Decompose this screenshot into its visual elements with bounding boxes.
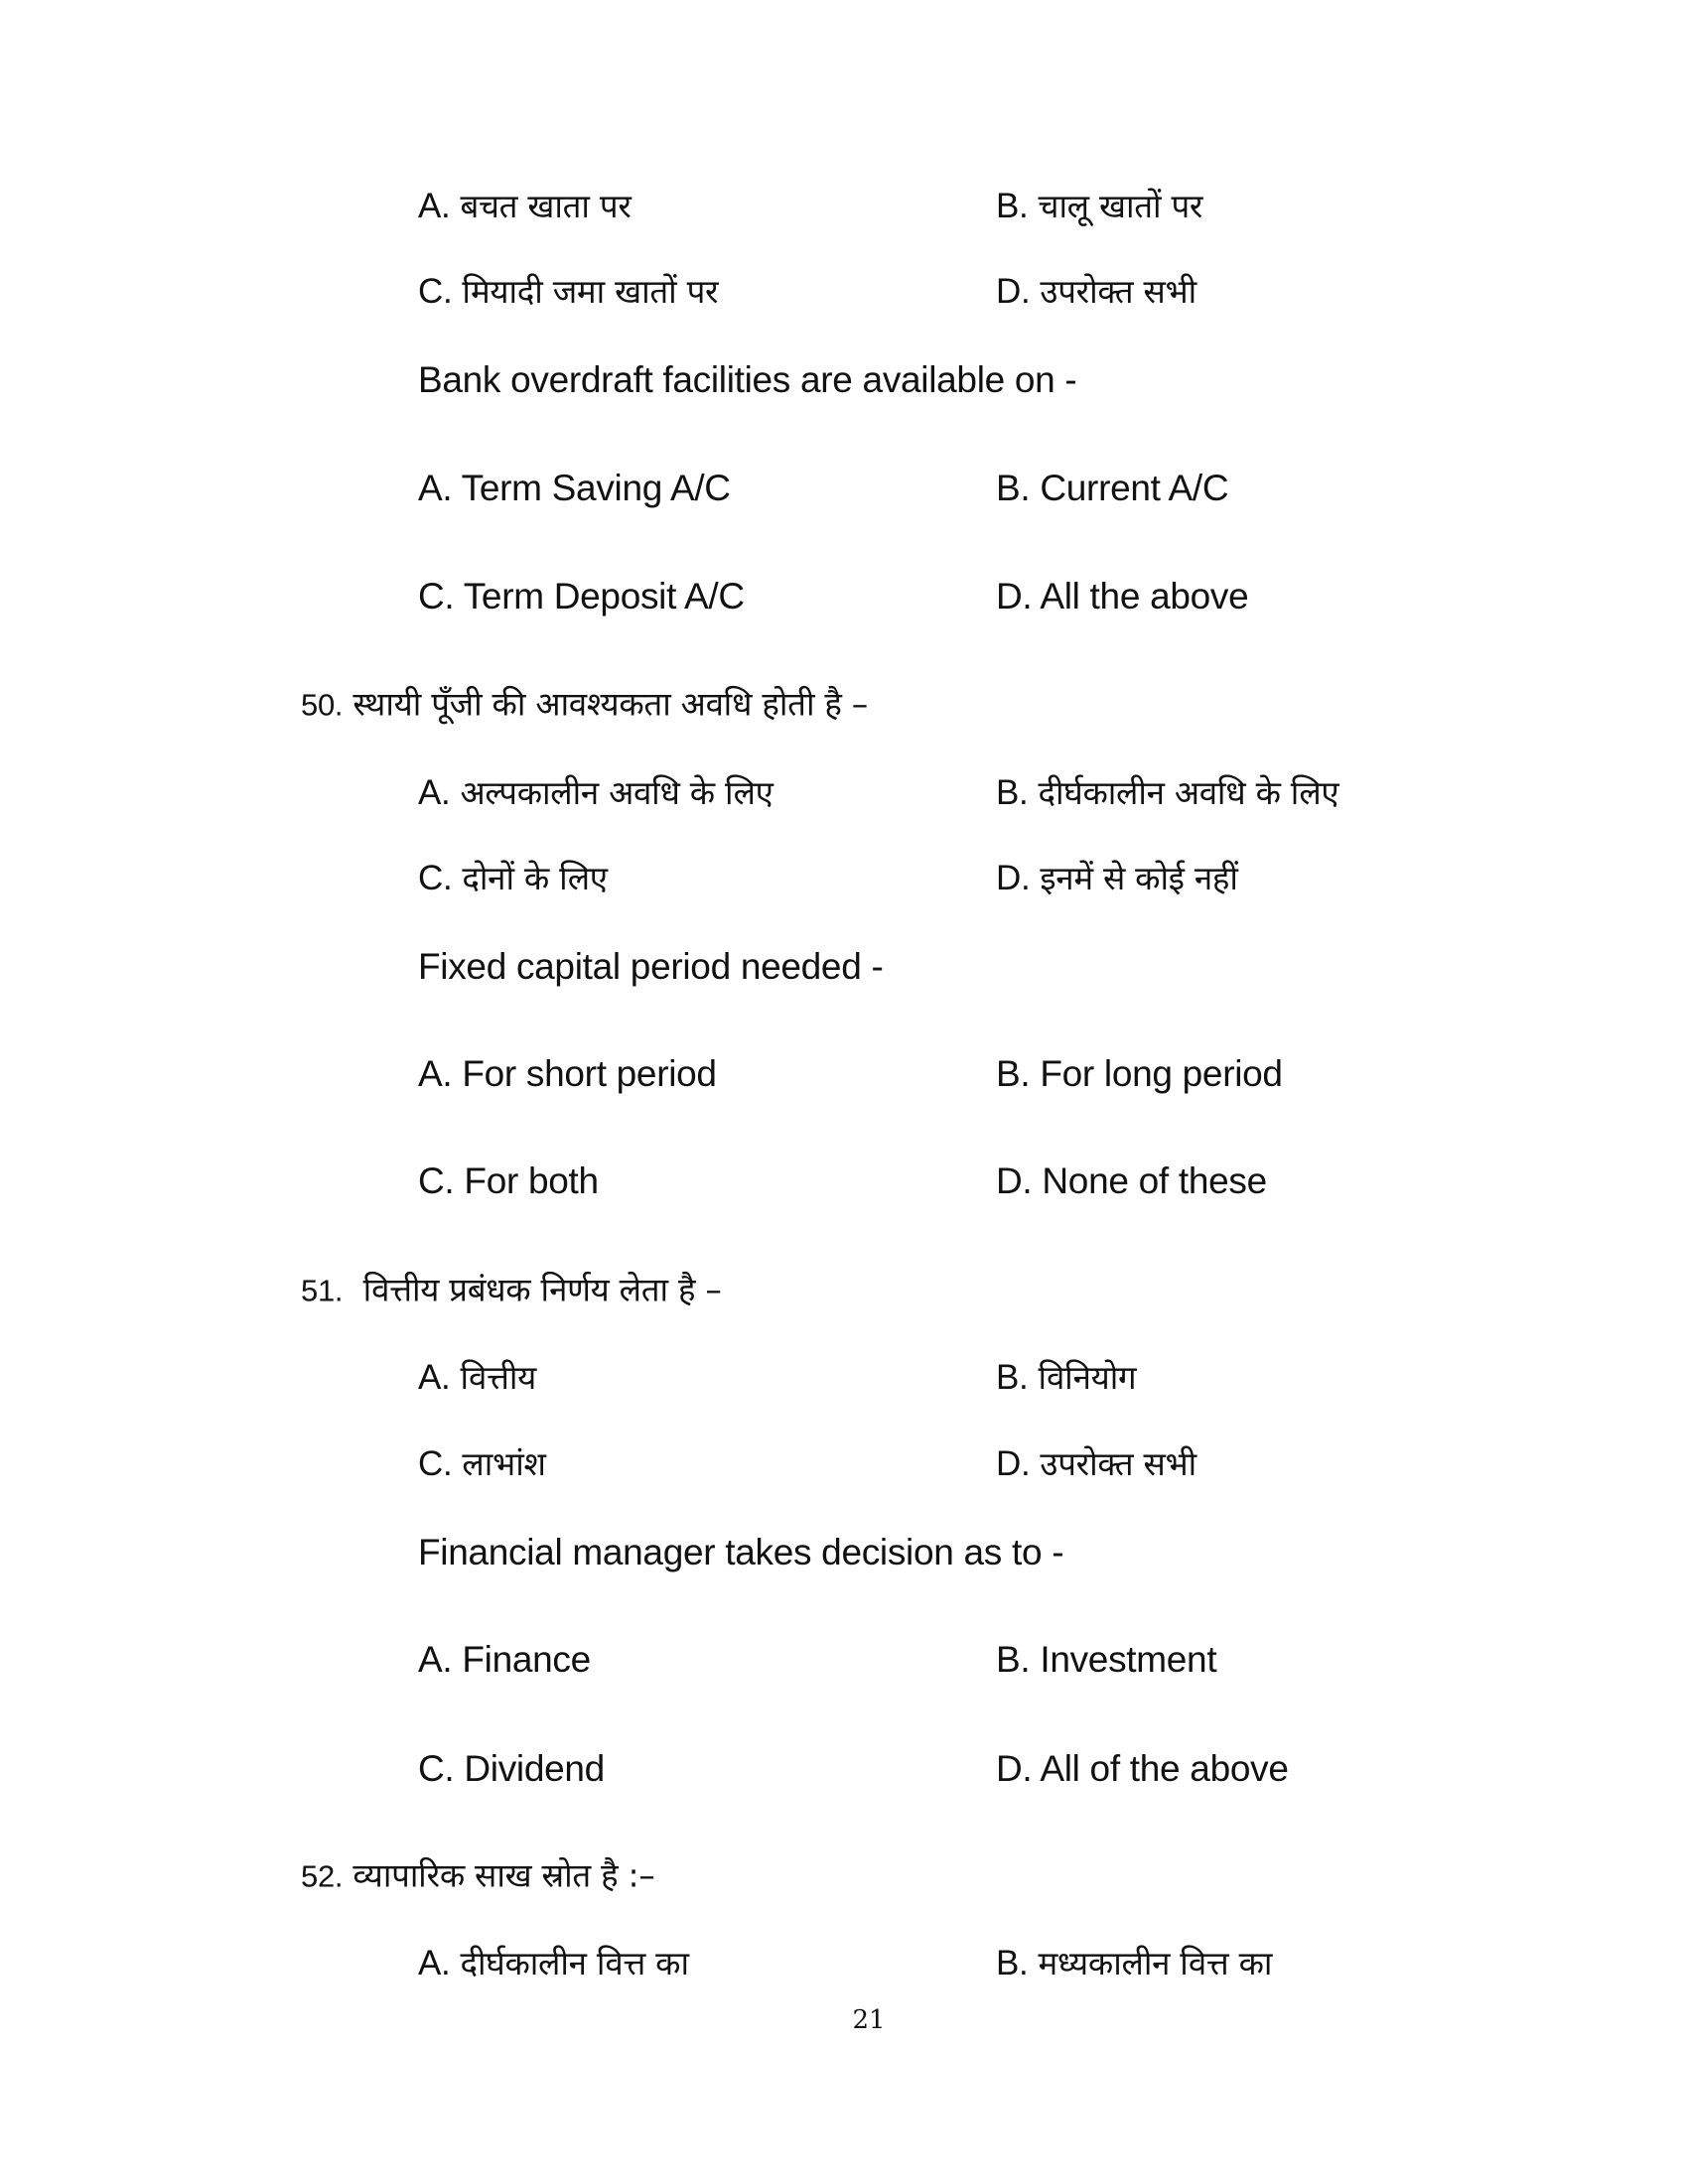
option-text: For both <box>464 1160 599 1201</box>
option-text: इनमें से कोई नहीं <box>1040 859 1238 897</box>
question-number: 51. <box>301 1273 344 1308</box>
q50-option-b-en <box>996 1052 1283 1096</box>
q51-option-c-hi <box>418 1442 546 1486</box>
option-label: D. <box>996 1160 1033 1201</box>
q51-option-a-en <box>418 1638 591 1682</box>
option-text: दोनों के लिए <box>462 859 608 897</box>
q51-option-a-hi <box>418 1356 536 1400</box>
q50-option-c-hi <box>418 857 608 900</box>
option-text: चालू खातों पर <box>1038 187 1203 225</box>
option-text: उपरोक्त सभी <box>1040 272 1196 311</box>
option-text: Investment <box>1040 1639 1217 1680</box>
q50-option-b-hi <box>996 771 1338 815</box>
option-label: B. <box>996 1358 1029 1397</box>
question-number: 52. <box>301 1858 344 1894</box>
question-number: 50. <box>301 687 344 723</box>
option-text: मियादी जमा खातों पर <box>462 272 719 311</box>
q50-option-a-hi <box>418 771 774 815</box>
option-label: A. <box>418 773 451 812</box>
option-text: All of the above <box>1040 1748 1289 1789</box>
q49-option-d-hi <box>996 270 1196 314</box>
q51-option-d-en <box>996 1747 1289 1791</box>
option-label: B. <box>996 468 1031 508</box>
option-label: D. <box>996 859 1031 897</box>
q50-question-en: Fixed capital period needed - <box>418 946 884 987</box>
page-number: 21 <box>852 2005 886 2035</box>
option-label: C. <box>418 1748 455 1789</box>
q50-option-a-en <box>418 1052 717 1096</box>
q49-question-en: Bank overdraft facilities are available on - <box>418 359 1077 400</box>
q49-option-a-en <box>418 467 731 510</box>
option-label: C. <box>418 272 453 311</box>
option-label: B. <box>996 773 1029 812</box>
q49-option-c-hi <box>418 270 718 314</box>
option-label: A. <box>418 1639 453 1680</box>
q51-question-hi <box>301 1269 722 1313</box>
question-text: स्थायी पूँजी की आवश्यकता अवधि होती है – <box>352 684 868 724</box>
q52-option-a-hi <box>418 1942 689 1985</box>
option-text: बचत खाता पर <box>460 187 632 225</box>
q50-option-d-en <box>996 1160 1267 1203</box>
option-label: A. <box>418 468 453 508</box>
option-label: C. <box>418 1160 455 1201</box>
option-label: A. <box>418 1358 451 1397</box>
option-label: A. <box>418 187 451 225</box>
option-text: दीर्घकालीन वित्त का <box>460 1944 689 1982</box>
q51-option-b-en <box>996 1638 1216 1682</box>
q51-option-b-hi <box>996 1356 1136 1400</box>
option-text: Current A/C <box>1040 468 1229 508</box>
q51-option-c-en <box>418 1747 605 1791</box>
option-text: For long period <box>1040 1053 1283 1094</box>
option-label: B. <box>996 1944 1029 1982</box>
option-label: D. <box>996 576 1033 616</box>
option-label: B. <box>996 187 1029 225</box>
option-text: विनियोग <box>1038 1358 1137 1397</box>
option-label: A. <box>418 1944 451 1982</box>
option-label: D. <box>996 1444 1031 1483</box>
question-text: वित्तीय प्रबंधक निर्णय लेता है – <box>362 1270 722 1309</box>
option-label: B. <box>996 1053 1031 1094</box>
option-text: Term Deposit A/C <box>463 576 745 616</box>
q49-option-a-hi <box>418 185 632 228</box>
option-text: None of these <box>1042 1160 1267 1201</box>
q50-option-c-en <box>418 1160 599 1203</box>
option-label: A. <box>418 1053 453 1094</box>
option-text: मध्यकालीन वित्त का <box>1038 1944 1273 1982</box>
q49-option-d-en <box>996 575 1248 618</box>
q52-option-b-hi <box>996 1942 1272 1985</box>
q51-question-en: Financial manager takes decision as to - <box>418 1532 1064 1572</box>
option-text: Finance <box>462 1639 591 1680</box>
option-text: वित्तीय <box>460 1358 536 1397</box>
option-text: Dividend <box>464 1748 605 1789</box>
option-label: C. <box>418 576 455 616</box>
q49-option-b-hi <box>996 185 1202 228</box>
q50-question-hi <box>301 683 868 728</box>
option-text: दीर्घकालीन अवधि के लिए <box>1038 773 1339 812</box>
option-text: Term Saving A/C <box>461 468 731 508</box>
option-label: D. <box>996 1748 1033 1789</box>
q52-question-hi <box>301 1854 655 1899</box>
question-text: व्यापारिक साख स्रोत है :– <box>352 1855 655 1895</box>
option-label: D. <box>996 272 1031 311</box>
q49-option-b-en <box>996 467 1228 510</box>
option-text: लाभांश <box>462 1444 546 1483</box>
option-label: C. <box>418 1444 453 1483</box>
q51-option-d-hi <box>996 1442 1196 1486</box>
option-label: B. <box>996 1639 1031 1680</box>
option-text: All the above <box>1040 576 1249 616</box>
q50-option-d-hi <box>996 857 1238 900</box>
option-text: उपरोक्त सभी <box>1040 1444 1196 1483</box>
option-text: अल्पकालीन अवधि के लिए <box>460 773 774 812</box>
option-text: For short period <box>462 1053 717 1094</box>
option-label: C. <box>418 859 453 897</box>
q49-option-c-en <box>418 575 745 618</box>
